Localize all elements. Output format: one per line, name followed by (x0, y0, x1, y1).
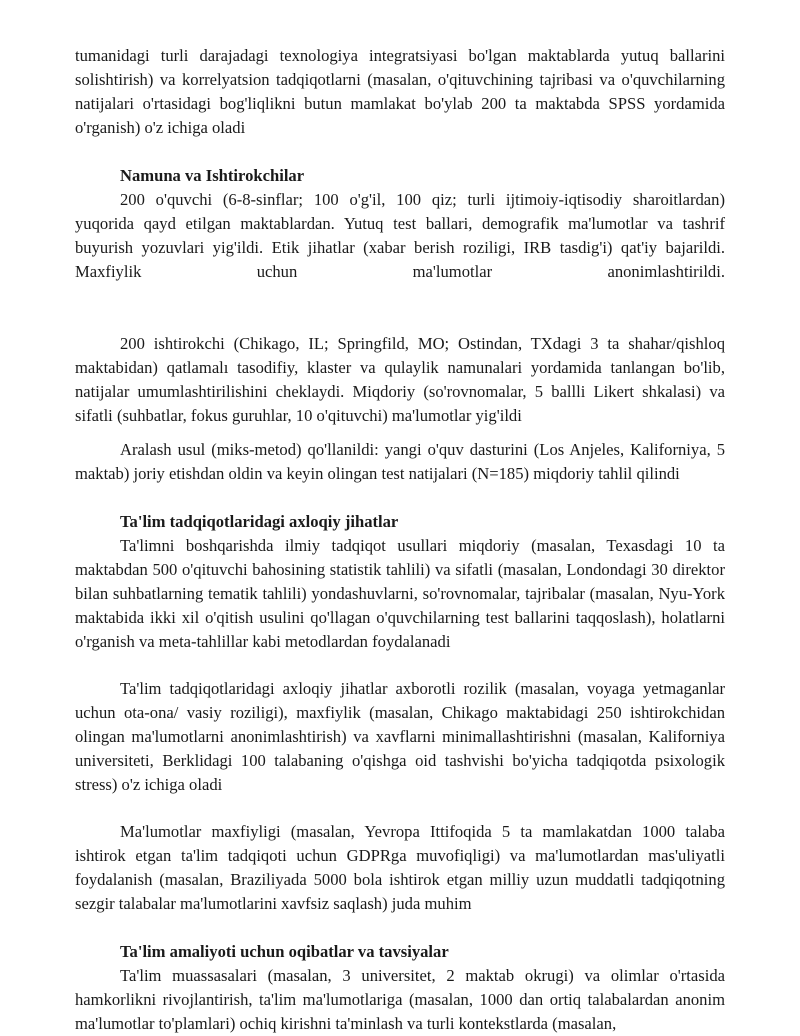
paragraph-sample-1: 200 o'quvchi (6-8-sinflar; 100 o'g'il, 100 qiz; turli ijtimoiy-iqtisodiy sharoitlardan) yuqorida qayd etilgan maktablardan. Yutuq test ballari, demografik ma'lumotlar va tashrif buyurish yozuvlari yig'ildi. Etik jihatlar (xabar berish roziligi, IRB tasdig'i) qat'iy bajarildi. Maxfiylik uchun ma'lumotlar anonimlashtirildi. (75, 190, 725, 281)
paragraph-intro: tumanidagi turli darajadagi texnologiya integratsiyasi bo'lgan maktablarda yutuq ballarini solishtirish) va korrelyatsion tadqiqotlarni (masalan, o'qituvchining tajribasi va o'quvchilarning natijalari o'rtasidagi bog'liqlikni butun mamlakat bo'ylab 200 ta maktabda SPSS yordamida o'rganish) o'z ichiga oladi (75, 46, 725, 137)
heading-ethics: Ta'lim tadqiqotlaridagi axloqiy jihatlar (120, 512, 399, 531)
paragraph-ethics-1: Ta'limni boshqarishda ilmiy tadqiqot usullari miqdoriy (masalan, Texasdagi 10 ta maktabdan 500 o'qituvchi bahosining statistik tahlili) va sifatli (masalan, Londondagi 30 direktor bilan suhbatlarning tematik tahlili) yondashuvlarni, so'rovnomalar, tajribalar (masalan, Nyu-York maktabida ikki xil o'qitish usulini qo'llagan o'quvchilarning test ballarini taqqoslash), holatlarni o'rganish va meta-tahlillar kabi metodlardan foydalanadi (75, 536, 725, 651)
heading-practice: Ta'lim amaliyoti uchun oqibatlar va tavsiyalar (120, 942, 449, 961)
paragraph-sample-2: 200 ishtirokchi (Chikago, IL; Springfild, MO; Ostindan, TXdagi 3 ta shahar/qishloq maktabidan) qatlamalı tasodifiy, klaster va qulaylik namunalari yordamida tanlangan bo'lib, natijalar umumlashtirilishini cheklaydi. Miqdoriy (so'rovnomalar, 5 ballli Likert shkalasi) va sifatli (suhbatlar, fokus guruhlar, 10 o'qituvchi) ma'lumotlar yig'ildi (75, 334, 725, 425)
document-page (75, 44, 725, 1036)
heading-sample-participants: Namuna va Ishtirokchilar (120, 166, 305, 185)
paragraph-ethics-2: Ta'lim tadqiqotlaridagi axloqiy jihatlar axborotli rozilik (masalan, voyaga yetmaganlar uchun ota-ona/ vasiy roziligi), maxfiylik (masalan, Chikago maktabidagi 250 ishtirokchidan olingan ma'lumotlarni anonimlashtirish) va xavflarni minimallashtirishni (masalan, Kaliforniya universiteti, Berklidagi 100 talabaning o'qishga oid tashvishi bo'yicha tadqiqotda psixologik stress) o'z ichiga oladi (75, 679, 725, 794)
paragraph-practice-1: Ta'lim muassasalari (masalan, 3 universitet, 2 maktab okrugi) va olimlar o'rtasida hamkorlikni rivojlantirish, ta'lim ma'lumotlariga (masalan, 1000 dan ortiq talabalardan anonim ma'lumotlar to'plamlari) ochiq kirishni ta'minlash va turli kontekstlarda (masalan, (75, 966, 725, 1033)
paragraph-sample-3: Aralash usul (miks-metod) qo'llanildi: yangi o'quv dasturini (Los Anjeles, Kaliforniya, 5 maktab) joriy etishdan oldin va keyin olingan test natijalari (N=185) miqdoriy tahlil qilindi (75, 440, 725, 483)
paragraph-ethics-3: Ma'lumotlar maxfiyligi (masalan, Yevropa Ittifoqida 5 ta mamlakatdan 1000 talaba ishtirok etgan ta'lim tadqiqoti uchun GDPRga muvofiqligi) va ma'lumotlardan mas'uliyatli foydalanish (masalan, Braziliyada 5000 bola ishtirok etgan milliy uzun muddatli tadqiqotning sezgir talabalar ma'lumotlarini xavfsiz saqlash) juda muhim (75, 822, 725, 913)
